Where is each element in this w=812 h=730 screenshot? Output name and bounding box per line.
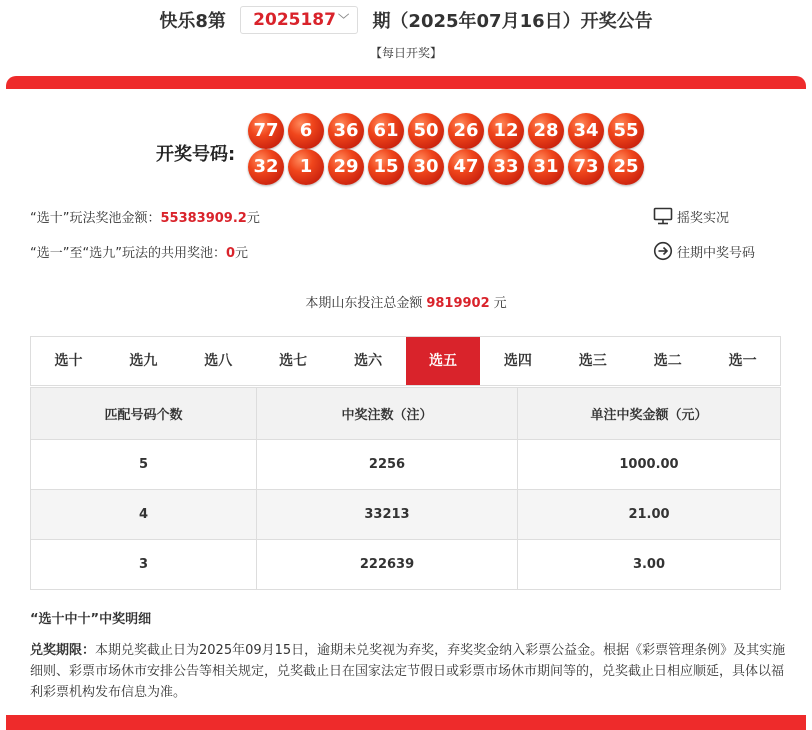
lottery-ball: 36 xyxy=(328,113,364,149)
lottery-ball: 25 xyxy=(608,149,644,185)
tab-1[interactable]: 选十 xyxy=(54,353,83,369)
lottery-ball: 33 xyxy=(488,149,524,185)
jackpot-detail-title: “选十中十”中奖明细 xyxy=(30,612,152,627)
cell-winners: 222639 xyxy=(257,540,518,590)
tab-8[interactable]: 选三 xyxy=(578,353,607,369)
pool-xuanshi xyxy=(30,207,260,226)
monitor-icon xyxy=(653,206,673,226)
pool-shared-value: 0 xyxy=(225,246,235,261)
history-label: 往期中奖号码 xyxy=(677,245,756,261)
claim-notice-label: 兑奖期限： xyxy=(30,643,96,658)
lottery-ball: 50 xyxy=(408,113,444,149)
pool-shared-unit: 元 xyxy=(235,246,249,261)
cell-prize: 1000.00 xyxy=(518,440,781,490)
cell-winners: 33213 xyxy=(257,490,518,540)
table-row xyxy=(31,540,781,590)
tab-10[interactable]: 选一 xyxy=(728,353,757,369)
lottery-ball: 30 xyxy=(408,149,444,185)
lottery-ball: 15 xyxy=(368,149,404,185)
claim-notice xyxy=(30,640,786,703)
lottery-ball: 34 xyxy=(568,113,604,149)
pool-xuanshi-unit: 元 xyxy=(246,211,260,226)
tab-3[interactable]: 选八 xyxy=(204,353,233,369)
lottery-ball: 77 xyxy=(248,113,284,149)
tab-2[interactable]: 选九 xyxy=(129,353,158,369)
cell-prize: 21.00 xyxy=(518,490,781,540)
table-header-row xyxy=(31,388,781,440)
history-link[interactable] xyxy=(653,241,755,261)
cell-winners: 2256 xyxy=(257,440,518,490)
pool-shared-label: “选一”至“选九”玩法的共用奖池： xyxy=(30,246,226,261)
issue-date-title: 期（2025年07月16日）开奖公告 xyxy=(372,11,653,32)
tab-6[interactable]: 选五 xyxy=(406,337,481,385)
total-bet-amount xyxy=(0,292,812,311)
lottery-ball: 61 xyxy=(368,113,404,149)
lottery-ball: 73 xyxy=(568,149,604,185)
cell-match: 5 xyxy=(31,440,257,490)
issue-value: 2025187 xyxy=(253,10,336,30)
draw-live-link[interactable] xyxy=(653,206,729,226)
pool-xuanshi-label: “选十”玩法奖池金额： xyxy=(30,211,161,226)
lottery-ball: 6 xyxy=(288,113,324,149)
chevron-down-icon: ﹀ xyxy=(338,13,350,26)
draw-numbers-label: 开奖号码: xyxy=(156,144,236,165)
cell-prize: 3.00 xyxy=(518,540,781,590)
card-bottom-bar xyxy=(6,715,806,730)
lottery-ball: 28 xyxy=(528,113,564,149)
game-title: 快乐8第 xyxy=(159,11,226,32)
claim-notice-text: 本期兑奖截止日为2025年09月15日，逾期未兑奖视为弃奖，弃奖奖金纳入彩票公益金。根据《彩票管理条例》及其实施细则、彩票市场休市安排公告等相关规定，兑奖截止日在国家法定节假日或彩票市场休市期间等的，兑奖截止日相应顺延，具体以福利彩票机构发布信息为准。 xyxy=(30,643,786,700)
lottery-ball: 12 xyxy=(488,113,524,149)
col-winners: 中奖注数（注） xyxy=(257,388,518,440)
lottery-ball: 32 xyxy=(248,149,284,185)
pool-shared xyxy=(30,242,248,261)
table-row xyxy=(31,490,781,540)
lottery-ball: 55 xyxy=(608,113,644,149)
col-prize: 单注中奖金额（元） xyxy=(518,388,781,440)
lottery-ball: 47 xyxy=(448,149,484,185)
lottery-ball: 29 xyxy=(328,149,364,185)
pool-xuanshi-value: 55383909.2 xyxy=(160,211,247,226)
page-header xyxy=(0,6,812,36)
tab-9[interactable]: 选二 xyxy=(653,353,682,369)
cell-match: 4 xyxy=(31,490,257,540)
lottery-ball: 26 xyxy=(448,113,484,149)
tab-7[interactable]: 选四 xyxy=(503,353,532,369)
total-label: 本期山东投注总金额 xyxy=(305,296,423,311)
col-match-count: 匹配号码个数 xyxy=(31,388,257,440)
issue-select[interactable] xyxy=(240,6,358,34)
tab-4[interactable]: 选七 xyxy=(279,353,308,369)
arrow-circle-right-icon xyxy=(653,241,673,261)
prize-table xyxy=(30,387,781,590)
lottery-ball: 1 xyxy=(288,149,324,185)
play-type-tabs xyxy=(30,336,781,386)
cell-match: 3 xyxy=(31,540,257,590)
tab-5[interactable]: 选六 xyxy=(354,353,383,369)
total-unit: 元 xyxy=(493,296,507,311)
draw-frequency: 【每日开奖】 xyxy=(369,46,442,60)
draw-live-label: 摇奖实况 xyxy=(677,210,730,226)
total-value: 9819902 xyxy=(426,296,490,311)
table-row xyxy=(31,440,781,490)
lottery-ball: 31 xyxy=(528,149,564,185)
